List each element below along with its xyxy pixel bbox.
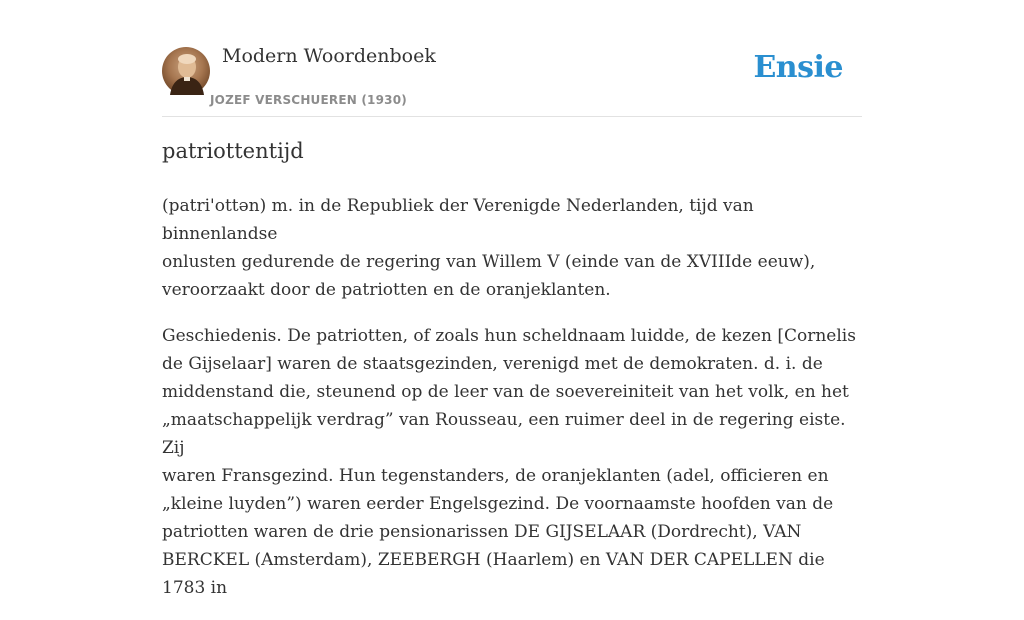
definition-paragraph: (patri'ottən) m. in de Republiek der Verenigde Nederlanden, tijd van binnenlandse onlusten gedurende de regering van Willem V (einde van de XVIIIde eeuw), veroorzaakt door de patriotten en de oranjeklanten. [162,196,816,300]
entry-body [162,192,862,620]
entry-title: patriottentijd [162,139,304,163]
brand-logo[interactable]: Ensie [753,50,843,85]
author-name[interactable]: JOZEF VERSCHUEREN (1930) [210,93,407,107]
content [162,0,862,598]
author-avatar[interactable] [162,47,210,95]
history-paragraph: Geschiedenis. De patriotten, of zoals hun scheldnaam luidde, de kezen [Cornelis de Gijselaar] waren de staatsgezinden, verenigd met de demokraten. d. i. de middenstand die, steunend op de leer van de soevereiniteit van het volk, en het „maatschappelijk verdrag” van Rousseau, een ruimer deel in de regering eiste. Zij waren Fransgezind. Hun tegenstanders, de oranjeklanten (adel, officieren en „kleine luyden”) waren eerder Engelsgezind. De voornaamste hoofden van de patriotten waren de drie pensionarissen DE GIJSELAAR (Dordrecht), VAN BERCKEL (Amsterdam), ZEEBERGH (Haarlem) en VAN DER CAPELLEN die 1783 in [162,326,856,598]
header [162,0,862,117]
book-title[interactable]: Modern Woordenboek [222,45,436,67]
author-portrait-image [162,47,210,95]
